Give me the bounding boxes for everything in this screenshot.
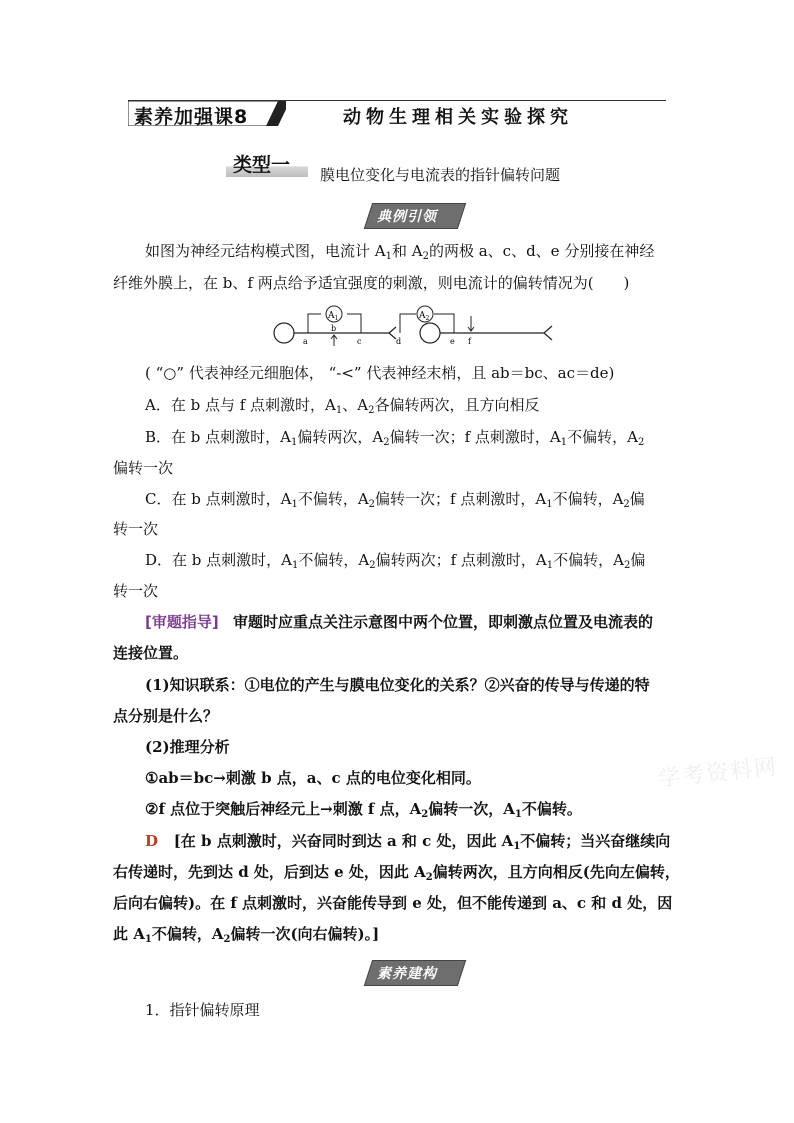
option-d-cont: 转一次 (113, 582, 159, 600)
option-b[interactable]: B．在 b 点刺激时，$A_1$偏转两次，$A_2$偏转一次；f 点刺激时，$A_1$不偏转，$A_2$ (145, 428, 645, 448)
type-tag: 类型一 (233, 154, 291, 176)
meter1-wire-right (347, 314, 361, 333)
guide-label: [审题指导] (145, 613, 219, 631)
construct-item-1: 1．指针偏转原理 (145, 1001, 260, 1019)
guide-line2: 连接位置。 (113, 644, 189, 662)
point-b: b (331, 324, 337, 333)
guide-knowledge-1: (1)知识联系：①电位的产生与膜电位变化的关系？②兴奋的传导与传递的特 (145, 676, 650, 694)
option-d[interactable]: D．在 b 点刺激时，$A_1$不偏转，$A_2$偏转两次；f 点刺激时，$A_1$不偏转，$A_2$偏 (145, 551, 646, 571)
meter1-label: $A_1$ (328, 311, 339, 322)
question-note: ( “○” 代表神经元细胞体， “-<” 代表神经末梢，且 ab＝bc、ac＝de) (145, 364, 615, 382)
guide-reasoning-1: ①ab＝bc→刺激 b 点，a、c 点的电位变化相同。 (145, 769, 481, 787)
meter2-label: $A_2$ (419, 311, 430, 322)
answer-line3: 后向右偏转)。在 f 点刺激时，兴奋能传导到 e 处，但不能传递到 a、c 和 d 处，因 (113, 894, 673, 912)
header-title: 动物生理相关实验探究 (343, 107, 573, 128)
neuron-diagram (268, 302, 558, 348)
type-title: 膜电位变化与电流表的指针偏转问题 (320, 166, 561, 184)
watermark: 学考资料网 (657, 754, 780, 793)
option-a[interactable]: A．在 b 点与 f 点刺激时，$A_1$、$A_2$各偏转两次，且方向相反 (145, 396, 540, 416)
point-f: f (468, 337, 471, 346)
meter2-wire-right (434, 314, 454, 333)
guide-reasoning-2: ②f 点位于突触后神经元上→刺激 f 点，$A_2$偏转一次，$A_1$不偏转。 (145, 800, 582, 820)
meter1-wire (308, 314, 321, 333)
option-c[interactable]: C．在 b 点刺激时，$A_1$不偏转，$A_2$偏转一次；f 点刺激时，$A_1$不偏转，$A_2$偏 (145, 490, 645, 510)
example-banner: 典例引领 (377, 209, 437, 225)
nerve-ending-2 (544, 326, 552, 340)
question-stem-line2: 纤维外膜上，在 b、f 两点给予适宜强度的刺激，则电流计的偏转情况为( ) (113, 274, 630, 292)
meter2-wire (400, 314, 416, 333)
answer-line4: 此 $A_1$不偏转，$A_2$偏转一次(向右偏转)。] (113, 925, 380, 945)
point-c: c (357, 337, 362, 346)
point-d: d (396, 337, 402, 346)
cell-body-1 (274, 323, 294, 343)
point-a: a (303, 337, 308, 346)
guide-line1: [审题指导] 审题时应重点关注示意图中两个位置，即刺激点位置及电流表的 (145, 613, 654, 631)
header-badge-text: 素养加强课8 (134, 106, 249, 128)
answer-line2: 右传递时，先到达 d 处，后到达 e 处，因此 $A_2$偏转两次，且方向相反(先向左偏转， (113, 863, 680, 883)
guide-reasoning-title: (2)推理分析 (145, 738, 230, 756)
answer-letter: D (145, 832, 159, 850)
nerve-ending-1 (389, 327, 396, 339)
construct-banner: 素养建构 (377, 966, 437, 982)
point-e: e (450, 337, 455, 346)
option-b-cont: 偏转一次 (113, 459, 174, 477)
option-c-cont: 转一次 (113, 520, 159, 538)
cell-body-2 (420, 323, 440, 343)
question-stem-line1: 如图为神经元结构模式图，电流计 $A_1$和 $A_2$的两极 a、c、d、e 分别接在神经 (145, 242, 655, 262)
guide-knowledge-2: 点分别是什么？ (113, 707, 219, 725)
answer-line1: D [在 b 点刺激时，兴奋同时到达 a 和 c 处，因此 $A_1$不偏转；当兴奋继续向 (145, 832, 671, 852)
